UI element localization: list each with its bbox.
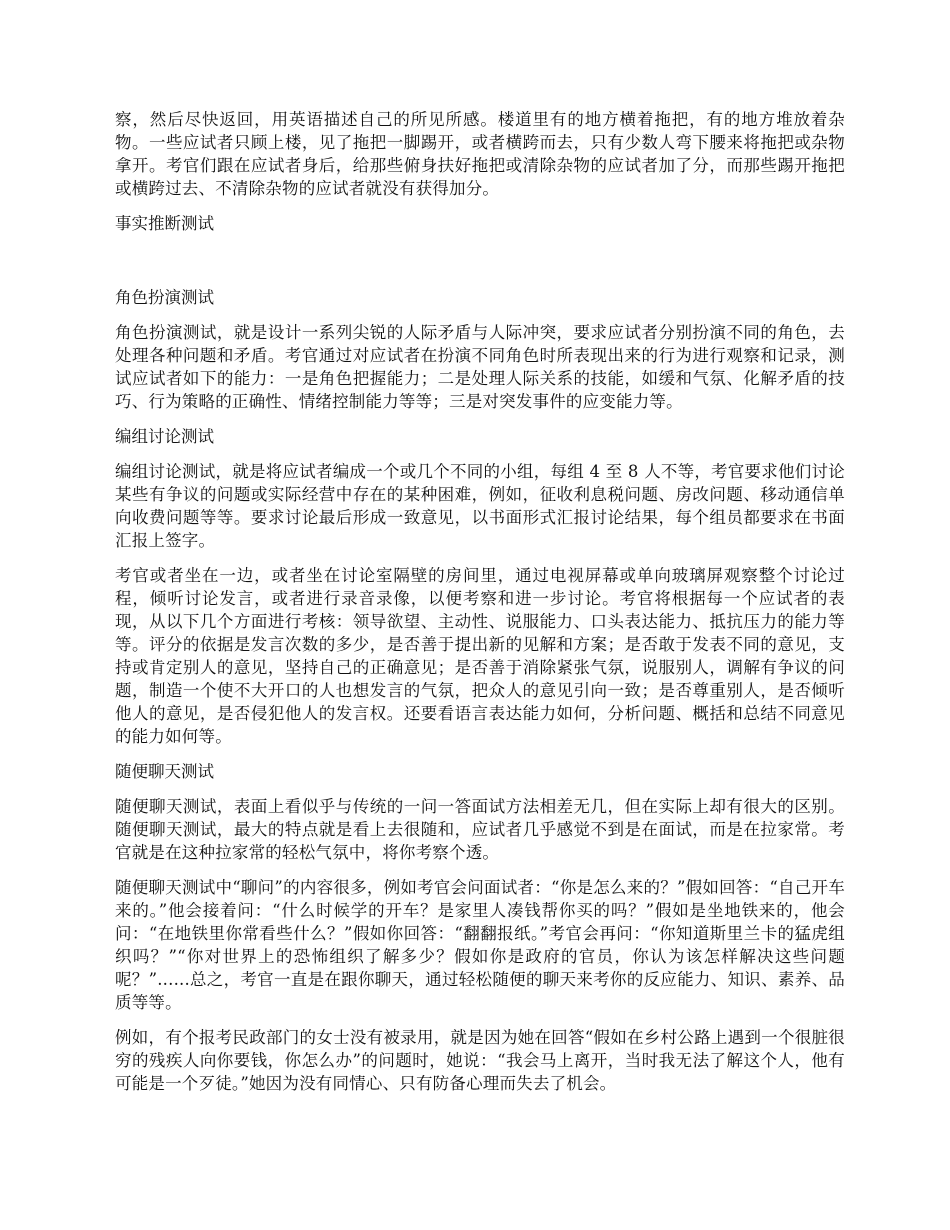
- heading-fact-inference-test: 事实推断测试: [115, 214, 214, 233]
- paragraph-casual-chat-case: 例如，有个报考民政部门的女士没有被录用，就是因为她在回答“假如在乡村公路上遇到一个很脏很穷的残疾人向你要钱，你怎么办”的问题时，她说：“我会马上离开，当时我无法了解这个人，他有可能是一个歹徒。”她因为没有同情心、只有防备心理而失去了机会。: [115, 1028, 845, 1093]
- blank-gap: [115, 247, 845, 286]
- paragraph-casual-chat-test: 随便聊天测试，表面上看似乎与传统的一问一答面试方法相差无几，但在实际上却有很大的区别。随便聊天测试，最大的特点就是看上去很随和，应试者几乎感觉不到是在面试，而是在拉家常。考官就是在这种拉家常的轻松气氛中，将你考察个透。: [115, 797, 845, 862]
- document-page: [115, 108, 845, 1107]
- heading-group-discussion-test: 编组讨论测试: [115, 427, 214, 446]
- paragraph-role-play-test: 角色扮演测试，就是设计一系列尖锐的人际矛盾与人际冲突，要求应试者分别扮演不同的角色，去处理各种问题和矛盾。考官通过对应试者在扮演不同角色时所表现出来的行为进行观察和记录，测试应试者如下的能力：一是角色把握能力；二是处理人际关系的技能，如缓和气氛、化解矛盾的技巧、行为策略的正确性、情绪控制能力等等；三是对突发事件的应变能力等。: [115, 323, 845, 411]
- paragraph-observation-test-end: 察，然后尽快返回，用英语描述自己的所见所感。楼道里有的地方横着拖把，有的地方堆放着杂物。一些应试者只顾上楼，见了拖把一脚踢开，或者横跨而去，只有少数人弯下腰来将拖把或杂物拿开。考官们跟在应试者身后，给那些俯身扶好拖把或清除杂物的应试者加了分，而那些踢开拖把或横跨过去、不清除杂物的应试者就没有获得加分。: [115, 110, 845, 198]
- heading-role-play-test: 角色扮演测试: [115, 288, 214, 307]
- paragraph-casual-chat-examples: 随便聊天测试中“聊问”的内容很多，例如考官会问面试者：“你是怎么来的？”假如回答：“自己开车来的。”他会接着问：“什么时候学的开车？是家里人凑钱帮你买的吗？”假如是坐地铁来的，他会问：“在地铁里你常看些什么？”假如你回答：“翻翻报纸。”考官会再问：“你知道斯里兰卡的猛虎组织吗？”“你对世界上的恐怖组织了解多少？假如你是政府的官员，你认为该怎样解决这些问题呢？”......总之，考官一直是在跟你聊天，通过轻松随便的聊天来考你的反应能力、知识、素养、品质等等。: [115, 878, 845, 1012]
- paragraph-group-discussion-evaluation: 考官或者坐在一边，或者坐在讨论室隔壁的房间里，通过电视屏幕或单向玻璃屏观察整个讨论过程，倾听讨论发言，或者进行录音录像，以便考察和进一步讨论。考官将根据每一个应试者的表现，从以下几个方面进行考核：领导欲望、主动性、说服能力、口头表达能力、抵抗压力的能力等等。评分的依据是发言次数的多少，是否善于提出新的见解和方案；是否敢于发表不同的意见，支持或肯定别人的意见，坚持自己的正确意见；是否善于消除紧张气氛，说服别人，调解有争议的问题，制造一个使不大开口的人也想发言的气氛，把众人的意见引向一致；是否尊重别人，是否倾听他人的意见，是否侵犯他人的发言权。还要看语言表达能力如何，分析问题、概括和总结不同意见的能力如何等。: [115, 566, 845, 746]
- paragraph-group-discussion-test: 编组讨论测试，就是将应试者编成一个或几个不同的小组，每组 4 至 8 人不等，考官要求他们讨论某些有争议的问题或实际经营中存在的某种困难，例如，征收利息税问题、房改问题、移动通信单向收费问题等等。要求讨论最后形成一致意见，以书面形式汇报讨论结果，每个组员都要求在书面汇报上签字。: [115, 462, 845, 550]
- heading-casual-chat-test: 随便聊天测试: [115, 762, 214, 781]
